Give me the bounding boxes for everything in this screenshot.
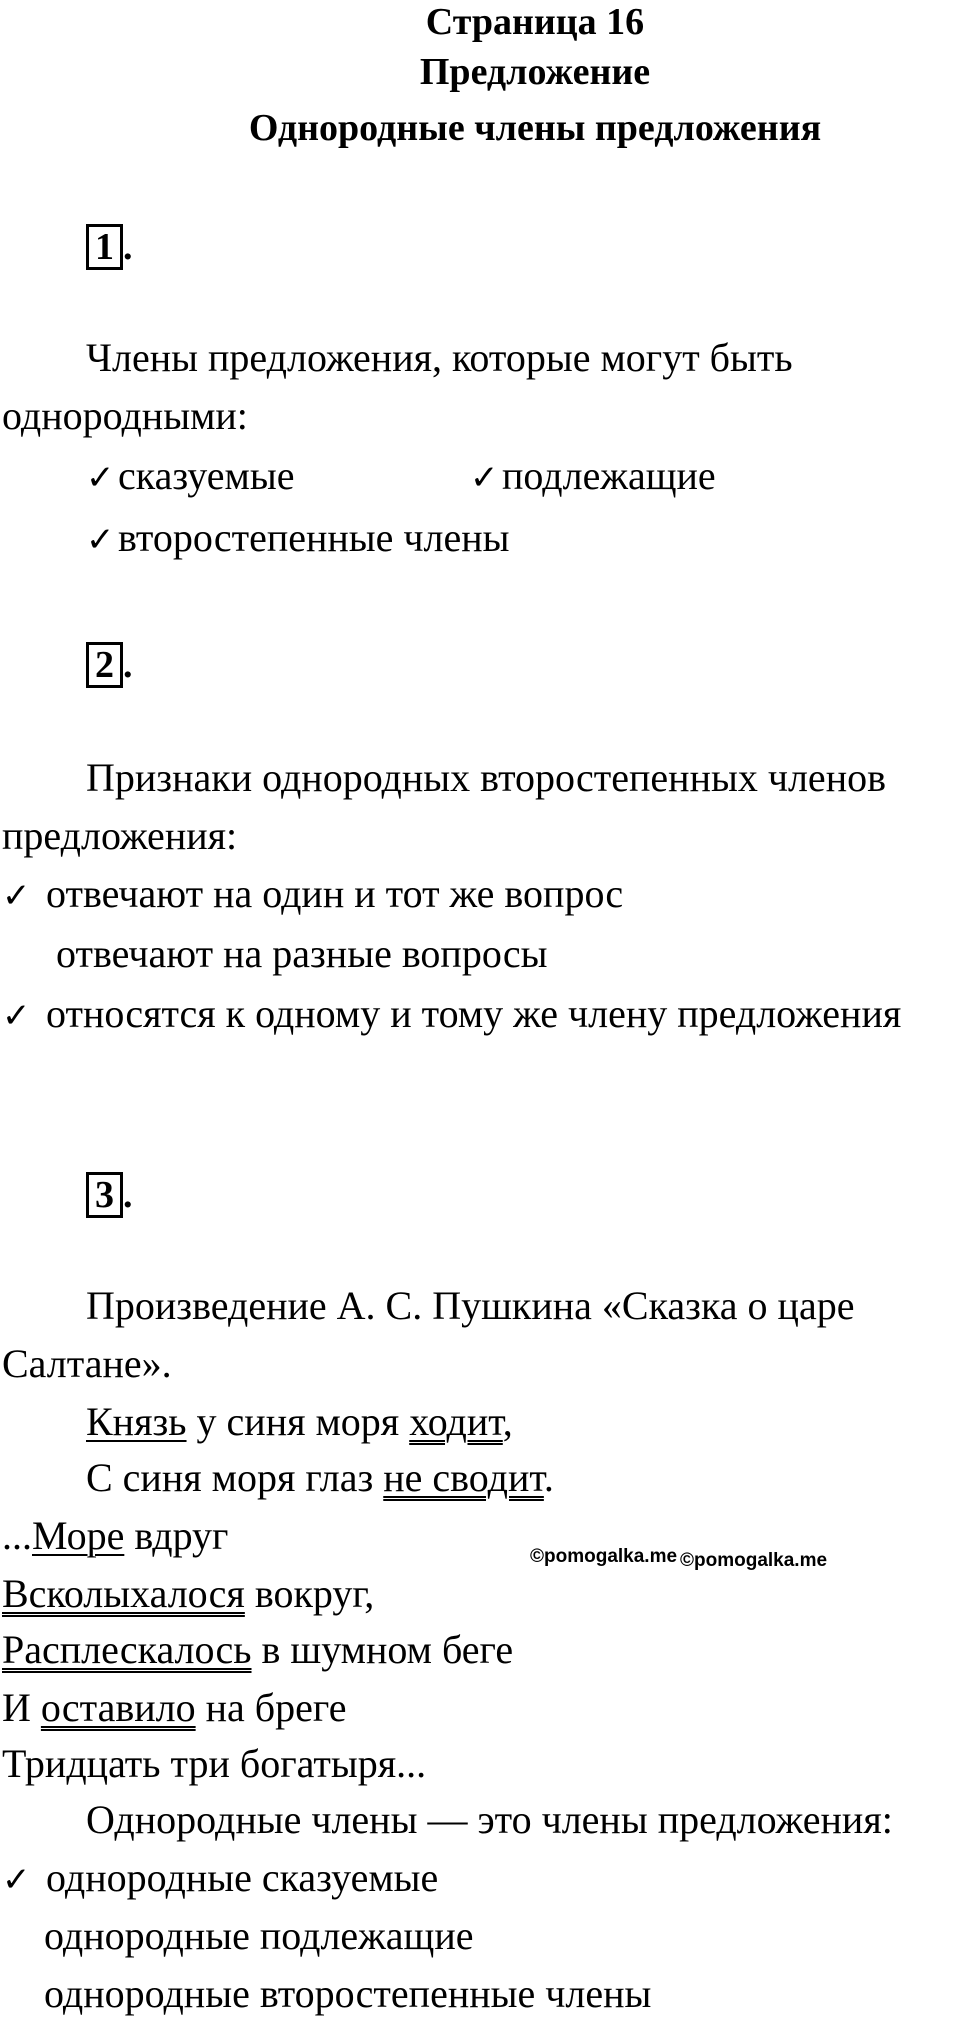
- predicate-word: ходит: [409, 1399, 503, 1444]
- task-3-option-a: [2, 1854, 438, 1902]
- task-2-intro-line1: Признаки однородных второстепенных членов: [86, 755, 886, 800]
- poem-line-1: [86, 1398, 513, 1446]
- task-3-option-b: однородные подлежащие: [44, 1913, 474, 1958]
- task-3-number: 3 .: [86, 1170, 133, 1219]
- task-3-intro-line2: Салтане».: [2, 1341, 172, 1386]
- task-1-intro-line2: однородными:: [2, 393, 248, 438]
- poem-line-4: [2, 1570, 374, 1618]
- poem-text: вдруг: [124, 1513, 229, 1558]
- poem-text: ,: [502, 1399, 513, 1444]
- poem-line-2: [86, 1454, 554, 1502]
- predicate-word: оставило: [40, 1685, 196, 1730]
- option-label: сказуемые: [118, 453, 295, 498]
- poem-text: ...: [2, 1513, 32, 1558]
- poem-text: на бреге: [195, 1685, 347, 1730]
- check-icon: ✓: [2, 996, 31, 1036]
- option-label: подлежащие: [502, 453, 716, 498]
- poem-text: И: [2, 1685, 41, 1730]
- check-icon: ✓: [86, 520, 115, 560]
- option-label: однородные сказуемые: [46, 1855, 439, 1900]
- task-2-intro-line2: предложения:: [2, 813, 238, 858]
- task-number-box: 3: [86, 1172, 123, 1218]
- watermark-1: ©pomogalka.me: [530, 1546, 678, 1567]
- check-icon: ✓: [470, 458, 499, 498]
- task-1-option-b: [470, 452, 716, 500]
- predicate-word: не сводит: [383, 1455, 544, 1500]
- task-1-intro-line1: Члены предложения, которые могут быть: [86, 335, 793, 380]
- task-3-question: Однородные члены — это члены предложения:: [86, 1797, 893, 1842]
- check-icon: ✓: [86, 458, 115, 498]
- poem-text: у синя моря: [186, 1399, 410, 1444]
- poem-text: в шумном беге: [251, 1627, 514, 1672]
- poem-text: вокруг,: [244, 1571, 375, 1616]
- subject-word: Море: [32, 1513, 125, 1558]
- task-1-option-c: [86, 514, 510, 562]
- task-1-option-a: [86, 452, 294, 500]
- task-number-box: 2: [86, 642, 123, 688]
- section-title: Предложение: [419, 51, 651, 93]
- task-3-option-c: однородные второстепенные члены: [44, 1971, 652, 2016]
- option-label: второстепенные члены: [118, 515, 510, 560]
- poem-line-3: [2, 1512, 228, 1560]
- subject-word: Князь: [86, 1399, 187, 1444]
- predicate-word: Всколыхалося: [2, 1571, 245, 1616]
- task-2-number: 2 .: [86, 640, 133, 689]
- task-2-option-b: отвечают на разные вопросы: [56, 931, 548, 976]
- predicate-word: Расплескалось: [2, 1627, 252, 1672]
- watermark-2: ©pomogalka.me: [680, 1550, 828, 1571]
- task-1-number: 1 .: [86, 222, 133, 271]
- task-3-intro-line1: Произведение А. С. Пушкина «Сказка о царе: [86, 1283, 855, 1328]
- page-title: Страница 16: [425, 1, 645, 43]
- option-label: относятся к одному и тому же члену предложения: [46, 991, 902, 1036]
- check-icon: ✓: [2, 1860, 31, 1900]
- task-2-option-a: [2, 870, 623, 918]
- poem-text: С синя моря глаз: [86, 1455, 384, 1500]
- task-number-box: 1: [86, 224, 123, 270]
- check-icon: ✓: [2, 876, 31, 916]
- option-label: отвечают на один и тот же вопрос: [46, 871, 624, 916]
- poem-text: .: [543, 1455, 554, 1500]
- task-2-option-c: [2, 990, 901, 1038]
- poem-line-6: [2, 1684, 347, 1732]
- poem-line-5: [2, 1626, 513, 1674]
- poem-line-7: Тридцать три богатыря...: [2, 1741, 427, 1786]
- topic-title: Однородные члены предложения: [248, 107, 822, 149]
